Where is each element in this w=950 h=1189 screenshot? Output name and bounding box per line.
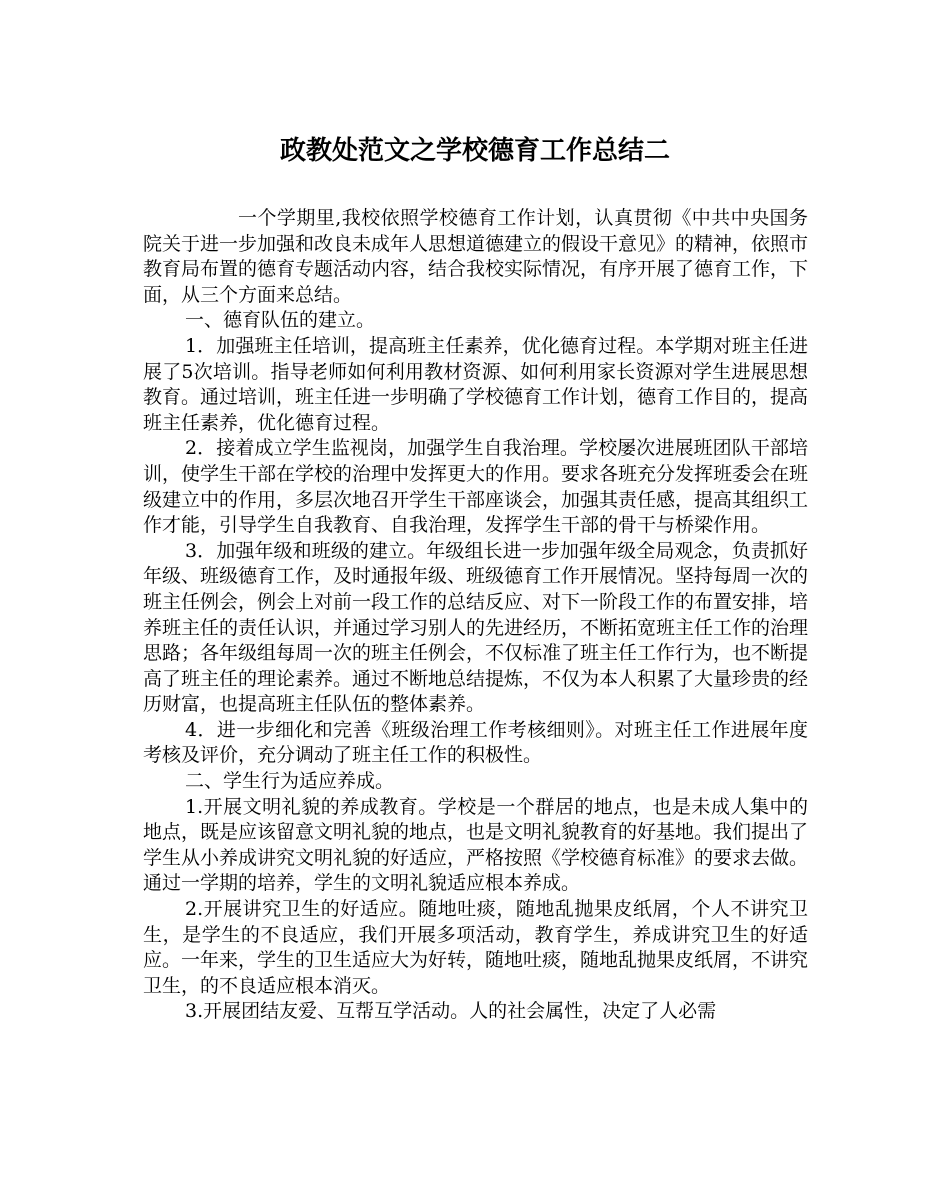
document-title: 政教处范文之学校德育工作总结二 — [279, 136, 670, 166]
section-heading-team: 一、德育队伍的建立。 — [185, 309, 376, 332]
section-heading-habits: 二、学生行为适应养成。 — [185, 770, 395, 793]
paragraph-item-4: 4．进一步细化和完善《班级治理工作考核细则》。对班主任工作进展年度考核及评价，充分调动了班主任工作的积极性。 — [143, 718, 808, 767]
paragraph-habit-3: 3.开展团结友爱、互帮互学活动。人的社会属性，决定了人必需 — [185, 1000, 717, 1023]
paragraph-item-1: 1．加强班主任培训，提高班主任素养，优化德育过程。本学期对班主任进展了5次培训。指导老师如何利用教材资源、如何利用家长资源对学生进展思想教育。通过培训，班主任进一步明确了学校德育工作计划，德育工作目的，提高班主任素养，优化德育过程。 — [143, 334, 809, 434]
paragraph-habit-1: 1.开展文明礼貌的养成教育。学校是一个群居的地点，也是未成人集中的地点，既是应该留意文明礼貌的地点，也是文明礼貌教育的好基地。我们提出了学生从小养成讲究文明礼貌的好适应，严格按照《学校德育标准》的要求去做。通过一学期的培养，学生的文明礼貌适应根本养成。 — [143, 795, 809, 895]
paragraph-habit-2: 2.开展讲究卫生的好适应。随地吐痰，随地乱抛果皮纸屑，个人不讲究卫生，是学生的不良适应，我们开展多项活动，教育学生，养成讲究卫生的好适应。一年来，学生的卫生适应大为好转，随地吐痰，随地乱抛果皮纸屑，不讲究卫生，的不良适应根本消灭。 — [143, 898, 809, 997]
document-body — [143, 206, 808, 1025]
paragraph-item-3: 3．加强年级和班级的建立。年级组长进一步加强年级全局观念，负责抓好年级、班级德育工作，及时通报年级、班级德育工作开展情况。坚持每周一次的班主任例会，例会上对前一段工作的总结反应、对下一阶段工作的布置安排，培养班主任的责任认识，并通过学习别人的先进经历，不断拓宽班主任工作的治理思路；各年级组每周一次的班主任例会，不仅标准了班主任工作行为，也不断提高了班主任的理论素养。通过不断地总结提炼，不仅为本人积累了大量珍贵的经历财富，也提高班主任队伍的整体素养。 — [143, 539, 809, 716]
paragraph-intro: 一个学期里,我校依照学校德育工作计划，认真贯彻《中共中央国务院关于进一步加强和改良未成年人思想道德建立的假设干意见》的精神，依照市教育局布置的德育专题活动内容，结合我校实际情况，有序开展了德育工作，下面，从三个方面来总结。 — [143, 207, 809, 306]
paragraph-item-2: 2．接着成立学生监视岗，加强学生自我治理。学校屡次进展班团队干部培训，使学生干部在学校的治理中发挥更大的作用。要求各班充分发挥班委会在班级建立中的作用，多层次地召开学生干部座谈会，加强其责任感，提高其组织工作才能，引导学生自我教育、自我治理，发挥学生干部的骨干与桥梁作用。 — [143, 437, 809, 537]
